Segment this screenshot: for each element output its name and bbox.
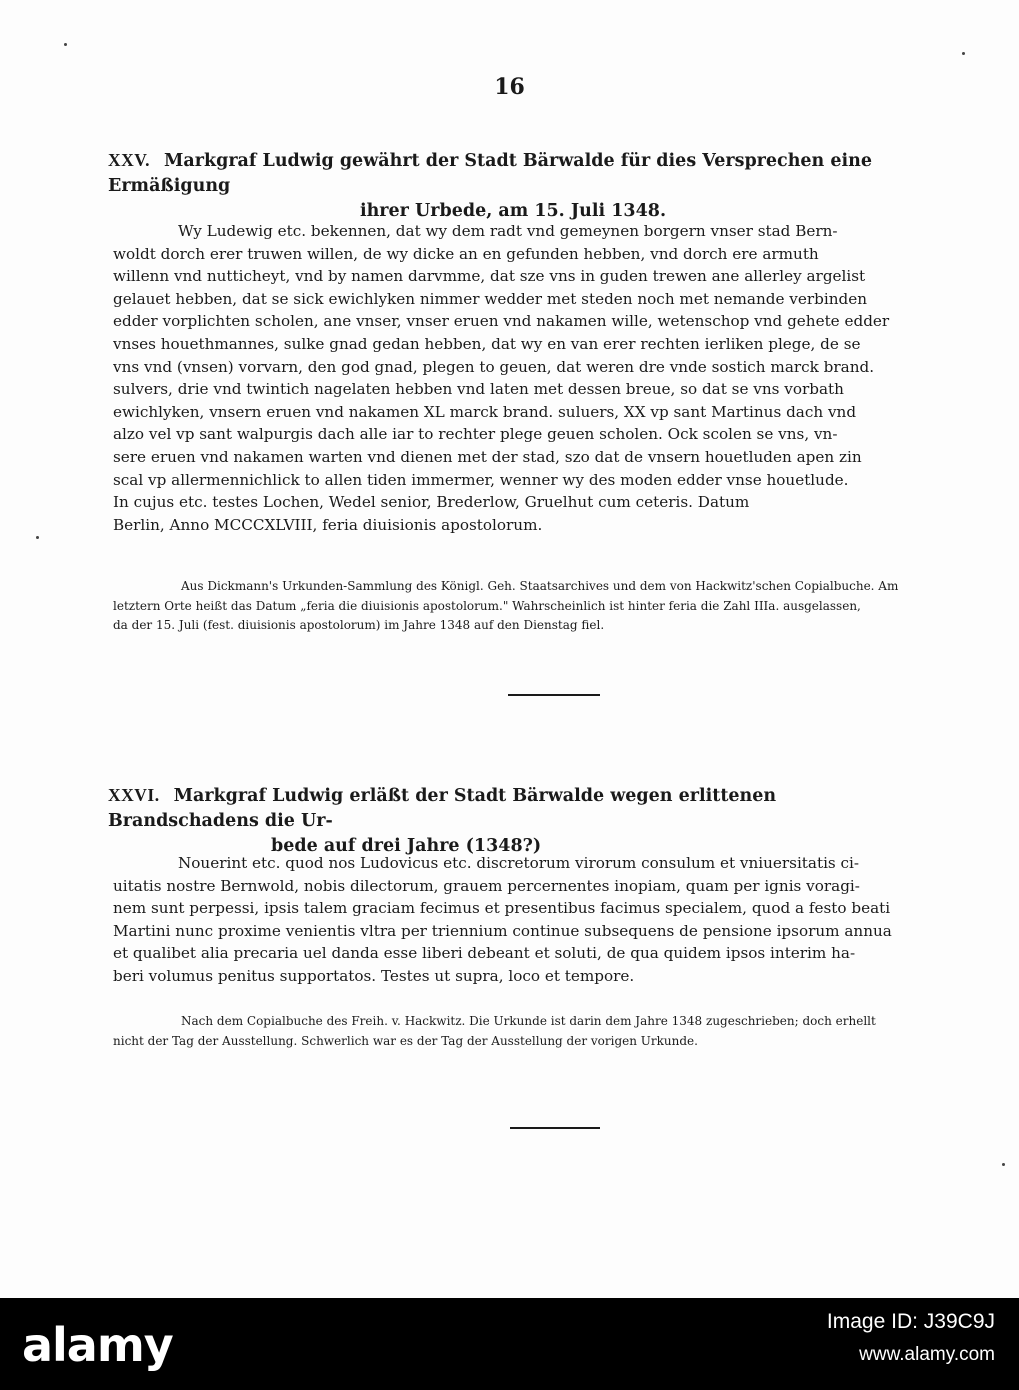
- doc26-numeral: XXVI.: [108, 785, 160, 805]
- body-line: willenn vnd nutticheyt, vnd by namen darvmme, dat sze vns in guden trewen ane allerley argelist: [113, 267, 866, 286]
- body-line: scal vp allermennichlick to allen tiden immermer, wenner wy des moden edder vnse houetlude.: [113, 470, 849, 489]
- note-line: da der 15. Juli (fest. diuisionis apostolorum) im Jahre 1348 auf den Dienstag fiel.: [113, 618, 605, 632]
- body-line: vnses houethmannes, sulke gnad gedan hebben, dat wy en van erer rechten ierliken plege, de se: [113, 334, 861, 353]
- doc25-note: [113, 577, 913, 636]
- body-line: uitatis nostre Bernwold, nobis dilectorum, grauem percernentes inopiam, quam per ignis voragi-: [113, 876, 860, 895]
- doc26-heading-line1: Markgraf Ludwig erläßt der Stadt Bärwalde wegen erlittenen Brandschadens die Ur-: [108, 786, 777, 831]
- body-line: Martini nunc proxime venientis vltra per triennium continue subsequens de pensione ipsorum annua: [113, 921, 892, 940]
- body-line: sulvers, drie vnd twintich nagelaten hebben vnd laten met dessen breue, so dat se vns vorbath: [113, 380, 844, 399]
- end-divider: [510, 1127, 600, 1129]
- body-line: vns vnd (vnsen) vorvarn, den god gnad, plegen to geuen, dat weren dre vnde sostich marck brand.: [113, 357, 875, 376]
- body-line: ewichlyken, vnsern eruen vnd nakamen XL marck brand. suluers, XX vp sant Martinus dach vnd: [113, 402, 857, 421]
- section-divider: [508, 694, 600, 696]
- doc25-heading-line1: Markgraf Ludwig gewährt der Stadt Bärwalde für dies Versprechen eine Ermäßigung: [108, 151, 873, 196]
- doc25-heading-line2: ihrer Urbede, am 15. Juli 1348.: [359, 201, 667, 221]
- body-line: beri volumus penitus supportatos. Testes ut supra, loco et tempore.: [113, 966, 635, 985]
- doc26-heading-line2: bede auf drei Jahre (1348?): [271, 836, 542, 856]
- note-line: Nach dem Copialbuche des Freih. v. Hackwitz. Die Urkunde ist darin dem Jahre 1348 zugeschrieben; doch erhellt: [181, 1014, 876, 1028]
- scan-speck: [64, 43, 67, 46]
- body-line: Wy Ludewig etc. bekennen, dat wy dem radt vnd gemeynen borgern vnser stad Bern-: [178, 222, 838, 240]
- doc25-heading: [108, 148, 918, 224]
- doc26-note: [113, 1012, 913, 1051]
- body-line: gelauet hebben, dat se sick ewichlyken nimmer wedder met steden noch met nemande verbinden: [113, 289, 867, 308]
- note-line: letztern Orte heißt das Datum „feria die diuisionis apostolorum." Wahrscheinlich ist hinter feria die Zahl IIIa. ausgelassen,: [113, 598, 861, 613]
- doc26-body: [113, 852, 913, 988]
- body-line: nem sunt perpessi, ipsis talem graciam fecimus et presentibus facimus specialem, quod a festo beati: [113, 899, 891, 918]
- body-line: et qualibet alia precaria uel danda esse liberi debeant et soluti, de qua quidem ipsos interim ha-: [113, 944, 856, 963]
- site-url: www.alamy.com: [859, 1344, 995, 1365]
- scan-speck: [962, 52, 965, 55]
- scan-speck: [1002, 1163, 1005, 1166]
- page-number: 16: [494, 74, 525, 100]
- body-line: alzo vel vp sant walpurgis dach alle iar to rechter plege geuen scholen. Ock scolen se vns, vn-: [113, 425, 838, 444]
- scan-speck: [36, 536, 39, 539]
- body-line: In cujus etc. testes Lochen, Wedel senior, Brederlow, Gruelhut cum ceteris. Datum: [113, 493, 750, 512]
- image-id: Image ID: J39C9J: [826, 1310, 995, 1333]
- body-line: Berlin, Anno MCCCXLVIII, feria diuisionis apostolorum.: [113, 515, 543, 534]
- body-line: woldt dorch erer truwen willen, de wy dicke an en gefunden hebben, vnd dorch ere armuth: [113, 244, 819, 263]
- note-line: nicht der Tag der Ausstellung. Schwerlich war es der Tag der Ausstellung der vorigen Urkunde.: [113, 1033, 698, 1048]
- doc25-body: [113, 220, 913, 536]
- note-line: Aus Dickmann's Urkunden-Sammlung des Königl. Geh. Staatsarchives und dem von Hackwitz'schen Copialbuche. Am: [181, 579, 899, 593]
- watermark-info: [827, 1310, 995, 1366]
- body-line: edder vorplichten scholen, ane vnser, vnser eruen vnd nakamen wille, wetenschop vnd gehete edder: [113, 312, 890, 331]
- alamy-logo: alamy: [22, 1318, 173, 1372]
- body-line: sere eruen vnd nakamen warten vnd dienen met der stad, szo dat de vnsern houetluden apen zin: [113, 447, 862, 466]
- body-line: Nouerint etc. quod nos Ludovicus etc. discretorum virorum consulum et vniuersitatis ci-: [178, 854, 860, 872]
- doc26-heading: [108, 783, 918, 859]
- doc25-numeral: XXV.: [108, 150, 151, 170]
